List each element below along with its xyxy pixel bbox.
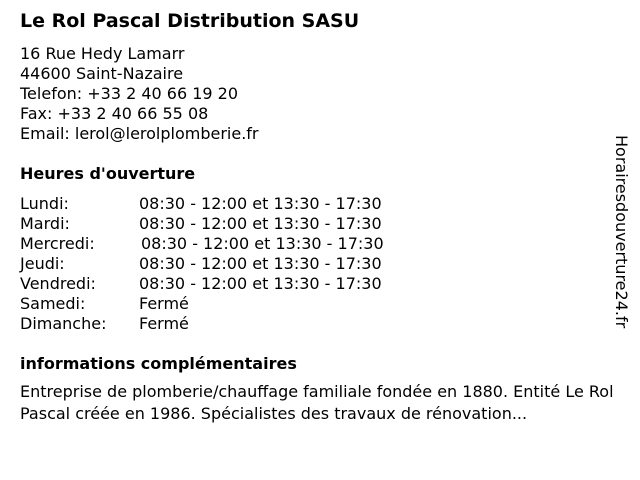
street-address: 16 Rue Hedy Lamarr xyxy=(20,44,185,63)
time-value: 08:30 - 12:00 et 13:30 - 17:30 xyxy=(139,194,382,213)
fax-number: Fax: +33 2 40 66 55 08 xyxy=(20,104,209,123)
contact-block xyxy=(20,44,259,144)
additional-info-heading: informations complémentaires xyxy=(20,354,297,373)
time-value: 08:30 - 12:00 et 13:30 - 17:30 xyxy=(141,234,384,253)
day-label: Mercredi: xyxy=(20,234,95,253)
city-address: 44600 Saint-Nazaire xyxy=(20,64,184,83)
time-value: 08:30 - 12:00 et 13:30 - 17:30 xyxy=(139,214,382,233)
day-label: Vendredi: xyxy=(20,274,96,293)
company-name: Le Rol Pascal Distribution SASU xyxy=(20,10,360,32)
day-label: Lundi: xyxy=(20,194,69,213)
day-label: Dimanche: xyxy=(20,314,107,333)
opening-hours-heading: Heures d'ouverture xyxy=(20,164,196,183)
time-value: 08:30 - 12:00 et 13:30 - 17:30 xyxy=(139,274,382,293)
email-address[interactable]: Email: lerol@lerolplomberie.fr xyxy=(20,124,259,143)
time-value: 08:30 - 12:00 et 13:30 - 17:30 xyxy=(139,254,382,273)
phone-number[interactable]: Telefon: +33 2 40 66 19 20 xyxy=(20,84,239,103)
day-label: Jeudi: xyxy=(20,254,65,273)
day-label: Samedi: xyxy=(20,294,86,313)
day-label: Mardi: xyxy=(20,214,70,233)
time-value: Fermé xyxy=(139,314,189,333)
additional-info-text: Entreprise de plomberie/chauffage familiale fondée en 1880. Entité Le Rol Pascal créée en 1986. Spécialistes des travaux de rénovation... xyxy=(20,382,614,423)
site-link[interactable]: Horairesdouverture24.fr xyxy=(612,135,631,329)
time-value: Fermé xyxy=(139,294,189,313)
